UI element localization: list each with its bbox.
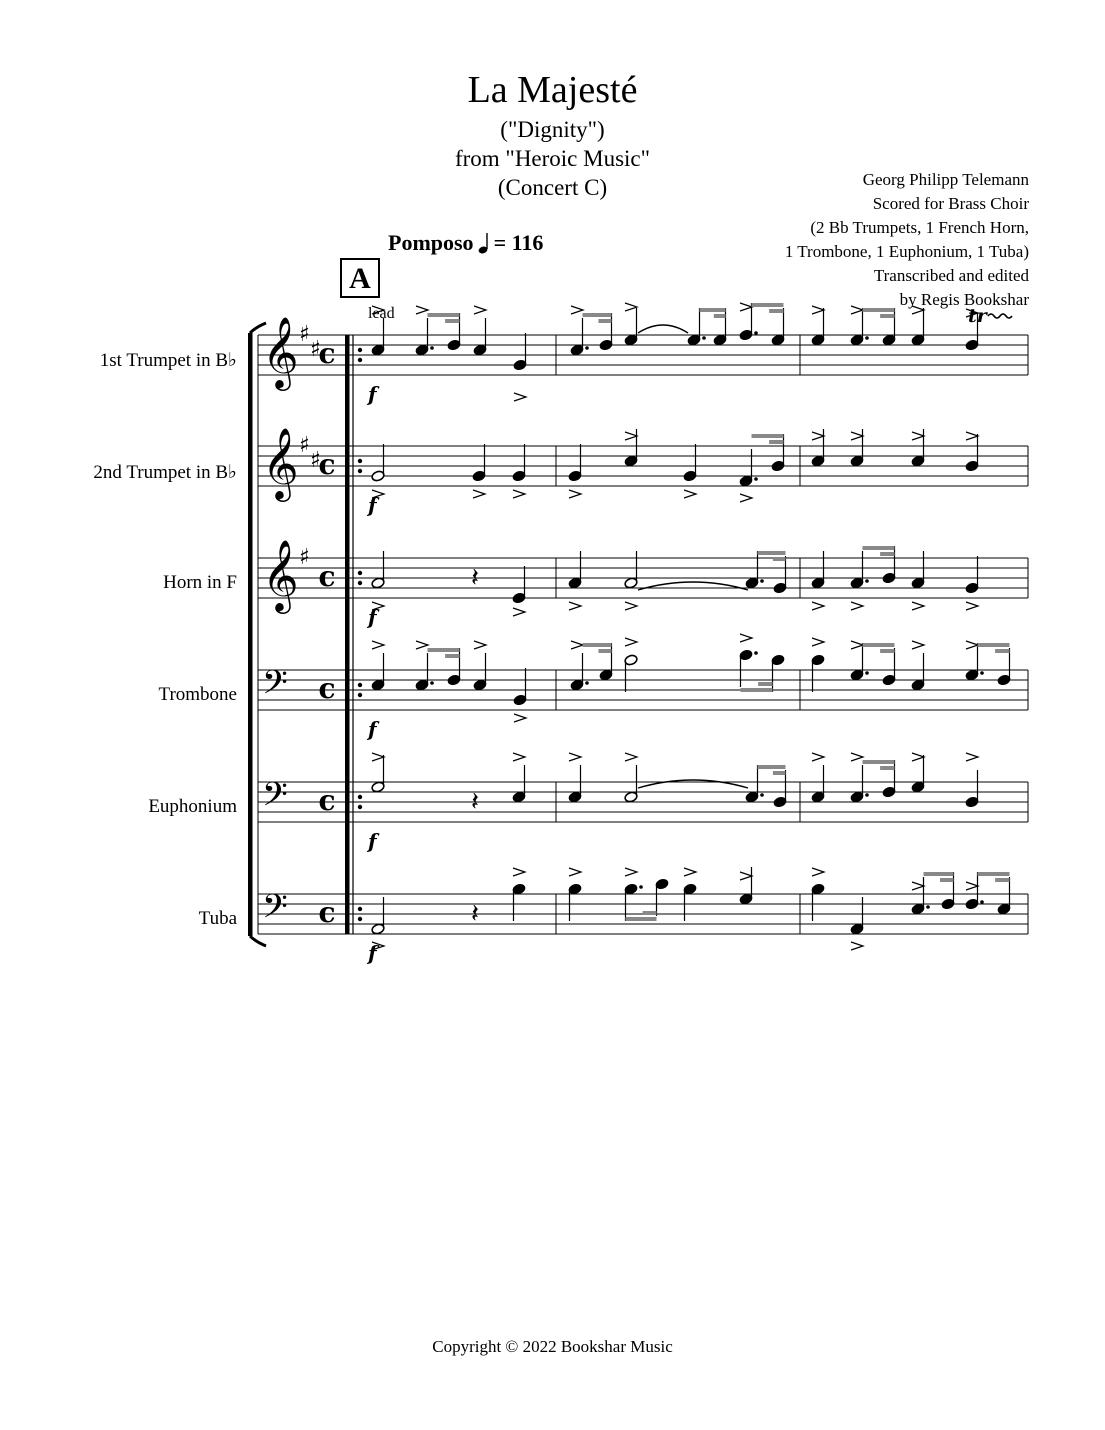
accent-mark — [812, 432, 824, 440]
accent-mark — [514, 393, 526, 401]
quarter-note — [513, 668, 527, 706]
repeat-dot — [358, 358, 362, 362]
trill-ornament: tr — [968, 305, 987, 327]
accent-mark — [966, 882, 978, 890]
instrument-label-tuba: Tuba — [198, 908, 237, 929]
accent-mark — [569, 868, 581, 876]
augmentation-dot — [980, 671, 984, 675]
quarter-note — [773, 770, 787, 808]
quarter-note — [811, 654, 825, 692]
quarter-note — [941, 872, 955, 910]
quarter-rest-icon: 𝄽 — [471, 563, 479, 593]
dynamic-forte: f — [368, 382, 377, 406]
accent-mark — [966, 432, 978, 440]
quarter-note — [811, 883, 825, 921]
quarter-note — [911, 429, 925, 467]
accent-mark — [740, 494, 752, 502]
accent-mark — [912, 602, 924, 610]
repeat-dot — [358, 693, 362, 697]
quarter-note — [599, 643, 613, 681]
quarter-note — [713, 308, 727, 346]
instrumentation-line-2: 1 Trombone, 1 Euphonium, 1 Tuba) — [784, 242, 1029, 261]
augmentation-dot — [865, 793, 869, 797]
accent-mark — [513, 753, 525, 761]
accent-mark — [372, 306, 384, 314]
accent-mark — [851, 306, 863, 314]
accent-mark — [966, 641, 978, 649]
augmentation-dot — [430, 346, 434, 350]
quarter-note — [683, 883, 697, 921]
quarter-note — [850, 897, 864, 935]
half-note — [371, 551, 385, 589]
rehearsal-mark: A — [340, 258, 380, 298]
accent-mark — [513, 490, 525, 498]
staff-3 — [258, 558, 1028, 598]
augmentation-dot — [865, 336, 869, 340]
instrument-label-trumpet-2: 2nd Trumpet in B♭ — [93, 462, 237, 483]
quarter-note — [745, 765, 764, 803]
system-bracket — [248, 333, 253, 936]
tempo-value: = 116 — [493, 230, 544, 255]
augmentation-dot — [760, 579, 764, 583]
quarter-note — [850, 765, 869, 803]
quarter-note — [911, 551, 925, 589]
half-note — [624, 765, 638, 803]
instrument-label-horn: Horn in F — [163, 572, 237, 593]
accent-mark — [474, 306, 486, 314]
accent-mark — [966, 602, 978, 610]
repeat-dot — [358, 683, 362, 687]
accent-mark — [912, 882, 924, 890]
composer-line: Georg Philipp Telemann — [862, 170, 1029, 189]
half-note — [371, 897, 385, 935]
accent-mark — [625, 638, 637, 646]
accent-mark — [372, 641, 384, 649]
quarter-note — [655, 878, 669, 916]
accent-mark — [912, 432, 924, 440]
quarter-note — [965, 556, 979, 594]
accent-mark — [740, 303, 752, 311]
accent-mark — [625, 303, 637, 311]
quarter-note — [415, 318, 434, 356]
repeat-dot — [358, 917, 362, 921]
accent-mark — [740, 872, 752, 880]
repeat-dot — [358, 581, 362, 585]
quarter-note — [447, 648, 461, 686]
accent-mark — [912, 641, 924, 649]
accent-mark — [569, 602, 581, 610]
accent-mark — [625, 432, 637, 440]
quarter-note — [568, 883, 582, 921]
accent-mark — [812, 868, 824, 876]
accent-mark — [571, 306, 583, 314]
accent-mark — [912, 753, 924, 761]
accent-mark — [372, 753, 384, 761]
quarter-note — [415, 653, 434, 691]
augmentation-dot — [980, 900, 984, 904]
quarter-note — [624, 429, 638, 467]
time-signature-common: c — [318, 337, 336, 370]
quarter-note — [447, 313, 461, 351]
augmentation-dot — [639, 885, 643, 889]
score-title: La Majesté — [467, 69, 638, 111]
instrument-label-euphonium: Euphonium — [148, 796, 237, 817]
time-signature-common: c — [318, 896, 336, 929]
quarter-note — [911, 653, 925, 691]
quarter-note — [512, 765, 526, 803]
augmentation-dot — [754, 651, 758, 655]
copyright-notice: Copyright © 2022 Bookshar Music — [432, 1337, 673, 1356]
expression-lead: lead — [368, 305, 395, 322]
repeat-dot — [358, 348, 362, 352]
repeat-dot — [358, 805, 362, 809]
accent-mark — [851, 641, 863, 649]
accent-mark — [912, 306, 924, 314]
accent-mark — [851, 602, 863, 610]
quarter-note — [624, 883, 643, 921]
time-signature-common: c — [318, 672, 336, 705]
bracket-bottom-hook — [250, 936, 266, 946]
accent-mark — [625, 753, 637, 761]
quarter-note — [687, 308, 706, 346]
quarter-note — [568, 551, 582, 589]
augmentation-dot — [926, 905, 930, 909]
bass-clef-icon: 𝄢 — [262, 664, 288, 710]
concert-key-note: (Concert C) — [497, 175, 608, 200]
quarter-note — [570, 653, 589, 691]
accent-mark — [473, 490, 485, 498]
arranger-line: by Regis Bookshar — [899, 290, 1029, 309]
accent-mark — [851, 432, 863, 440]
quarter-note — [850, 429, 864, 467]
accent-mark — [513, 608, 525, 616]
repeat-dot — [358, 469, 362, 473]
instrumentation-line-1: (2 Bb Trumpets, 1 French Horn, — [810, 218, 1029, 237]
quarter-note — [683, 444, 697, 482]
tempo-word: Pomposo — [388, 230, 474, 255]
accent-mark — [684, 490, 696, 498]
accent-mark — [812, 753, 824, 761]
treble-clef-icon: 𝄞 — [262, 538, 299, 611]
time-signature-common: c — [318, 448, 336, 481]
accent-mark — [812, 602, 824, 610]
sharp-icon: ♯ — [299, 322, 310, 347]
score-source: from "Heroic Music" — [454, 146, 651, 171]
half-note — [371, 444, 385, 482]
accent-mark — [684, 868, 696, 876]
quarter-note — [739, 449, 758, 487]
augmentation-dot — [585, 681, 589, 685]
augmentation-dot — [585, 346, 589, 350]
quarter-note — [771, 654, 785, 692]
tie — [638, 780, 748, 788]
quarter-note — [513, 333, 527, 371]
quarter-note — [570, 318, 589, 356]
quarter-note — [745, 551, 764, 589]
quarter-note — [773, 556, 787, 594]
accent-mark — [474, 641, 486, 649]
tie — [638, 325, 688, 333]
accent-mark — [625, 868, 637, 876]
quarter-note — [739, 649, 758, 687]
quarter-note — [882, 760, 896, 798]
sharp-icon: ♯ — [310, 337, 321, 362]
staff-4 — [258, 670, 1028, 710]
quarter-note — [624, 308, 638, 346]
repeat-dot — [358, 907, 362, 911]
bass-clef-icon: 𝄢 — [262, 888, 288, 934]
augmentation-dot — [702, 336, 706, 340]
quarter-note — [473, 318, 487, 356]
quarter-note — [965, 770, 979, 808]
quarter-note — [472, 444, 486, 482]
accent-mark — [851, 753, 863, 761]
augmentation-dot — [430, 681, 434, 685]
quarter-note — [997, 877, 1011, 915]
quarter-note — [811, 429, 825, 467]
quarter-note — [473, 653, 487, 691]
repeat-dot — [358, 795, 362, 799]
instrument-label-trombone: Trombone — [158, 684, 237, 705]
accent-mark — [625, 602, 637, 610]
accent-mark — [966, 753, 978, 761]
transcription-line: Transcribed and edited — [873, 266, 1029, 285]
accent-mark — [416, 306, 428, 314]
time-signature-common: c — [318, 784, 336, 817]
sharp-icon: ♯ — [310, 448, 321, 473]
accent-mark — [514, 714, 526, 722]
augmentation-dot — [865, 671, 869, 675]
accent-mark — [571, 641, 583, 649]
quarter-note — [512, 883, 526, 921]
accent-mark — [812, 306, 824, 314]
repeat-dot — [358, 459, 362, 463]
sharp-icon: ♯ — [299, 545, 310, 570]
accent-mark — [740, 634, 752, 642]
quarter-note — [371, 318, 385, 356]
quarter-note — [882, 308, 896, 346]
instrument-label-trumpet-1: 1st Trumpet in B♭ — [99, 350, 237, 371]
dynamic-forte: f — [368, 493, 377, 517]
quarter-note — [882, 546, 896, 584]
accent-mark — [851, 942, 863, 950]
accent-mark — [812, 638, 824, 646]
treble-clef-icon: 𝄞 — [262, 426, 299, 499]
trill-wavy-line — [988, 314, 1012, 318]
tie — [638, 582, 748, 590]
augmentation-dot — [865, 579, 869, 583]
quarter-note — [811, 765, 825, 803]
quarter-note — [850, 551, 869, 589]
augmentation-dot — [754, 477, 758, 481]
repeat-dot — [358, 571, 362, 575]
sharp-icon: ♯ — [299, 433, 310, 458]
score-subtitle: ("Dignity") — [500, 117, 605, 142]
quarter-note — [811, 551, 825, 589]
quarter-note — [512, 566, 526, 604]
quarter-note — [997, 648, 1011, 686]
bass-clef-icon: 𝄢 — [262, 776, 288, 822]
augmentation-dot — [760, 793, 764, 797]
half-note — [624, 551, 638, 589]
quarter-note — [599, 313, 613, 351]
quarter-note — [568, 444, 582, 482]
quarter-note — [512, 444, 526, 482]
quarter-note — [771, 434, 785, 472]
quarter-note — [371, 653, 385, 691]
dynamic-forte: f — [368, 941, 377, 965]
accent-mark — [569, 490, 581, 498]
time-signature-common: c — [318, 560, 336, 593]
quarter-note — [771, 308, 785, 346]
dynamic-forte: f — [368, 717, 377, 741]
half-note — [624, 654, 638, 692]
treble-clef-icon: 𝄞 — [262, 315, 299, 388]
dynamic-forte: f — [368, 829, 377, 853]
quarter-rest-icon: 𝄽 — [471, 787, 479, 817]
accent-mark — [416, 641, 428, 649]
scoring-line: Scored for Brass Choir — [872, 194, 1029, 213]
quarter-note — [568, 765, 582, 803]
augmentation-dot — [754, 331, 758, 335]
accent-mark — [513, 868, 525, 876]
quarter-rest-icon: 𝄽 — [471, 899, 479, 929]
repeat-thick-bar — [345, 335, 350, 934]
quarter-note — [882, 648, 896, 686]
accent-mark — [569, 753, 581, 761]
dynamic-forte: f — [368, 605, 377, 629]
